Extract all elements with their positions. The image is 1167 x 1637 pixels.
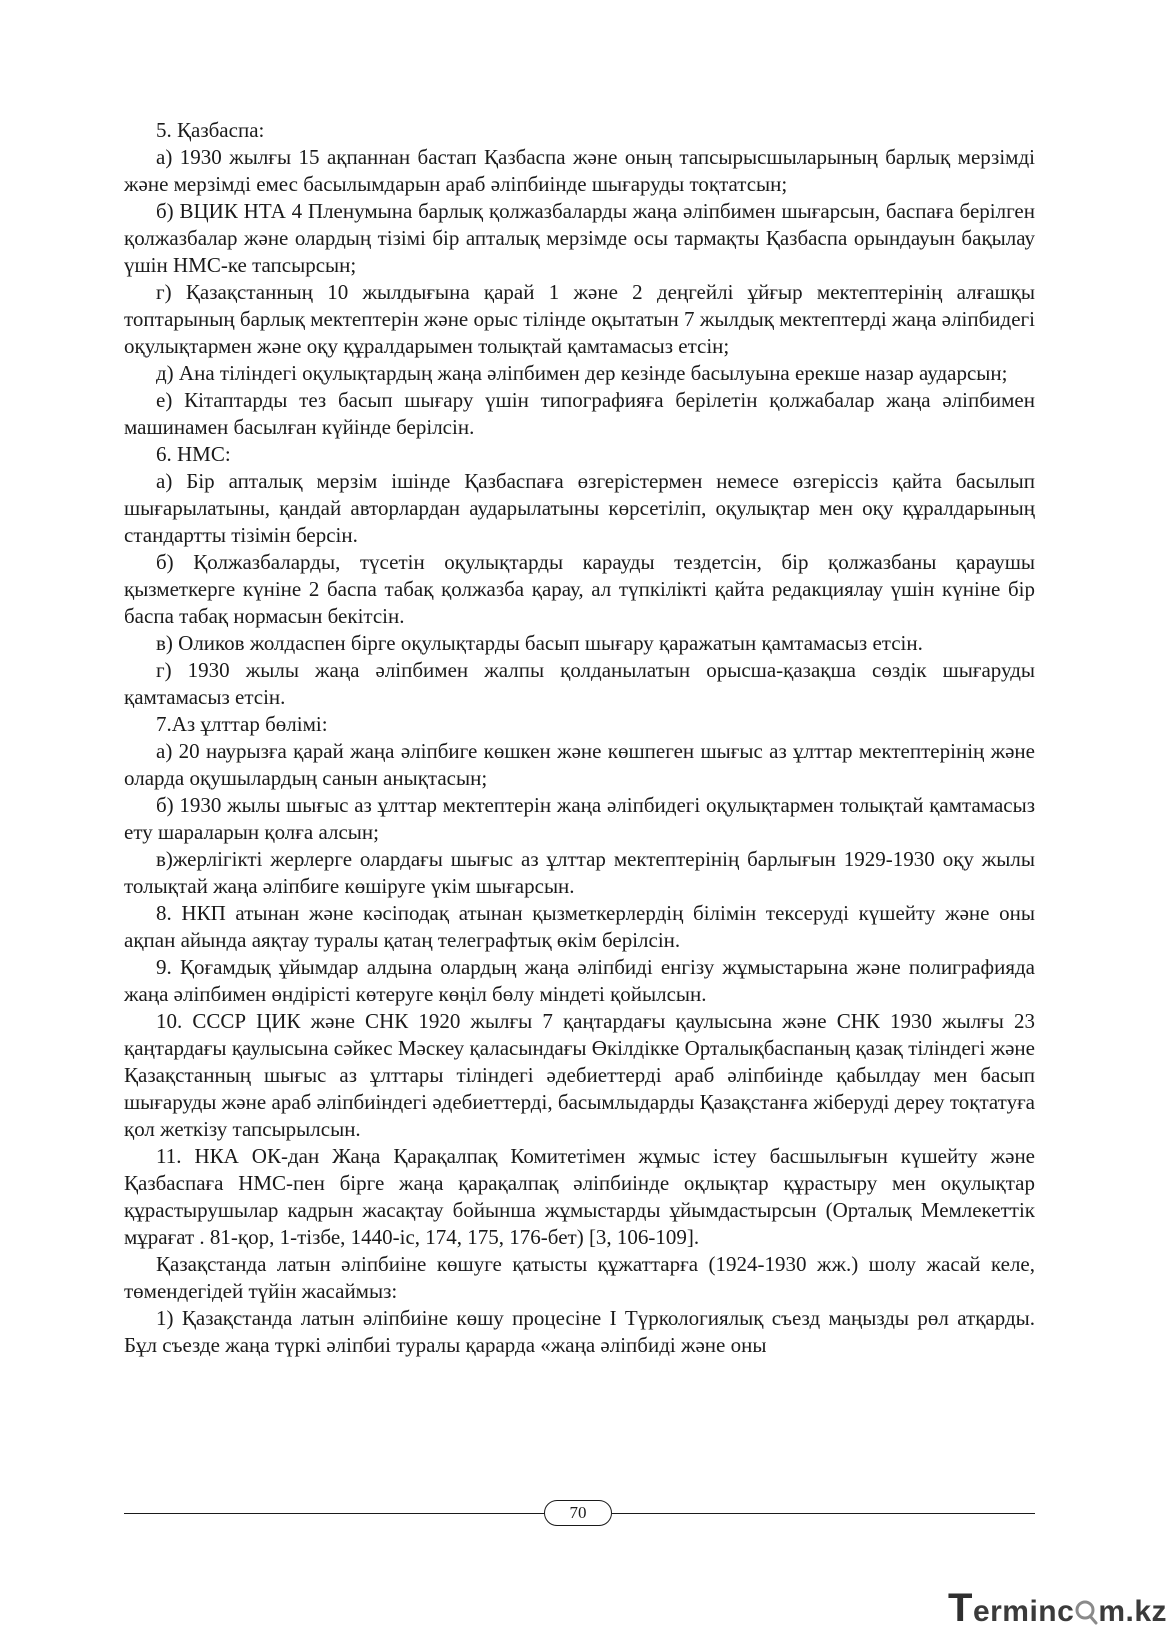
paragraph: 8. НКП атынан және кәсіподақ атынан қызметкерлердің білімін тексеруді күшейту және оны ақпан айында аяқтау туралы қатаң телеграфтық өкім берілсін. <box>124 901 1035 952</box>
document-body <box>124 117 1035 1359</box>
paragraph: Қазақстанда латын әліпбиіне көшуге қатысты құжаттарға (1924-1930 жж.) шолу жасай келе, төмендегідей түйін жасаймыз: <box>124 1252 1035 1303</box>
footer-rule-left <box>124 1513 546 1514</box>
page-number: 70 <box>544 1500 612 1526</box>
paragraph: а) 20 наурызға қарай жаңа әліпбиге көшкен және көшпеген шығыс аз ұлттар мектептерінің және оларда оқушылардың санын анықтасын; <box>124 739 1035 790</box>
watermark-suffix: m.kz <box>1098 1595 1167 1628</box>
paragraph: б) ВЦИК НТА 4 Пленумына барлық қолжазбаларды жаңа әліпбимен шығарсын, баспаға берілген қолжазбалар және олардың тізімі бір апталық мерзімде осы тармақты Қазбаспа орындауын бақылау үшін НМС-ке тапсырсын; <box>124 199 1035 277</box>
paragraph: 7.Аз ұлттар бөлімі: <box>156 712 328 736</box>
paragraph: г) 1930 жылы жаңа әліпбимен жалпы қолданылатын орысша-қазақша сөздік шығаруды қамтамасыз етсін. <box>124 658 1035 709</box>
paragraph: в) Оликов жолдаспен бірге оқулықтарды басып шығару қаражатын қамтамасыз етсін. <box>156 631 923 655</box>
paragraph: а) Бір апталық мерзім ішінде Қазбаспаға өзгерістермен немесе өзгеріссіз қайта басылып шығарылатыны, қандай авторлардан аударылатыны көрсетіліп, оқулықтар мен оқу құралдарының стандартты тізімін берсін. <box>124 469 1035 547</box>
paragraph: в)жерлігікті жерлерге олардағы шығыс аз ұлттар мектептерінің барлығын 1929-1930 оқу жылы толықтай жаңа әліпбиге көшіруге үкім шығарсын. <box>124 847 1035 898</box>
paragraph: а) 1930 жылғы 15 ақпаннан бастап Қазбаспа және оның тапсырысшыларының барлық мерзімді және мерзімді емес басылымдарын араб әліпбиінде шығаруды тоқтатсын; <box>124 145 1035 196</box>
paragraph: 10. СССР ЦИК және СНК 1920 жылғы 7 қаңтардағы қаулысына және СНК 1930 жылғы 23 қаңтардағы қаулысына сәйкес Мәскеу қаласындағы Өкілдікке Орталықбаспаның қазақ тіліндегі және Қазақстанның шығыс аз ұлттары тіліндегі әдебиеттерді араб әліпбиінде қабылдау мен басып шығаруды және араб әліпбиіндегі әдебиеттерді, басымлыдарды Қазақстанға жіберуді дереу тоқтатуға қол жеткізу тапсырылсын. <box>124 1009 1035 1141</box>
paragraph: 6. НМС: <box>156 442 231 466</box>
paragraph: г) Қазақстанның 10 жылдығына қарай 1 және 2 деңгейлі ұйғыр мектептерінің алғашқы топтарының барлық мектептерін және орыс тілінде оқытатын 7 жылдық мектептерді жаңа әліпбидегі оқулықтармен және оқу құралдарымен толықтай қамтамасыз етсін; <box>124 280 1035 358</box>
paragraph: б) Қолжазбаларды, түсетін оқулықтарды карауды тездетсін, бір қолжазбаны қараушы қызметкерге күніне 2 баспа табақ қолжазба қарау, ал түпкілікті қайта редакциялау үшін күніне бір баспа табақ нормасын бекітсін. <box>124 550 1035 628</box>
paragraph: 11. НКА ОК-дан Жаңа Қарақалпақ Комитетімен жұмыс істеу басшылығын күшейту және Қазбаспаға НМС-пен бірге жаңа қарақалпақ әліпбиінде оқлықтар құрастыру мен оқулықтар құрастырушылар кадрын жасақтау бойынша жұмыстарды ұйымдастырсын (Орталық Мемлекеттік мұрағат . 81-қор, 1-тізбе, 1440-іс, 174, 175, 176-бет) [3, 106-109]. <box>124 1144 1035 1249</box>
paragraph: д) Ана тіліндегі оқулықтардың жаңа әліпбимен дер кезінде басылуына ерекше назар аударсын; <box>156 361 1008 385</box>
watermark-initial: T <box>948 1586 973 1630</box>
paragraph: 1) Қазақстанда латын әліпбиіне көшу процесіне І Түркологиялық съезд маңызды рөл атқарды. Бұл съезде жаңа түркі әліпбиі туралы қарарда «жаңа әліпбиді және оны <box>124 1306 1035 1357</box>
paragraph: 9. Қоғамдық ұйымдар алдына олардың жаңа әліпбиді енгізу жұмыстарына және полиграфияда жаңа әліпбимен өндірісті көтеруге көңіл бөлу міндеті қойылсын. <box>124 955 1035 1006</box>
paragraph: 5. Қазбаспа: <box>156 118 265 142</box>
footer-rule-right <box>612 1513 1035 1514</box>
magnifier-icon <box>1074 1599 1098 1625</box>
paragraph: б) 1930 жылы шығыс аз ұлттар мектептерін жаңа әліпбидегі оқулықтармен толықтай қамтамасыз ету шараларын қолға алсын; <box>124 793 1035 844</box>
watermark-text: erminc <box>972 1595 1075 1628</box>
paragraph: е) Кітаптарды тез басып шығару үшін типографияға берілетін қолжабалар жаңа әліпбимен машинамен басылған күйінде берілсін. <box>124 388 1035 439</box>
termincom-watermark <box>948 1586 1167 1630</box>
